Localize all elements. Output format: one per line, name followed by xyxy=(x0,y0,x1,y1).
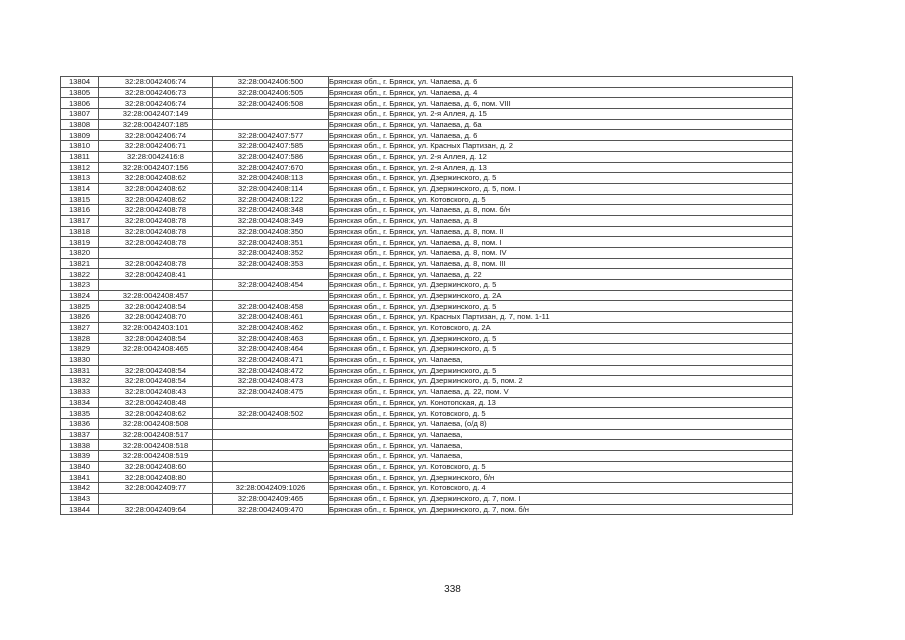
table-row xyxy=(61,354,793,365)
table-row xyxy=(61,504,793,515)
parent-cadastral-number-cell: 32:28:0042409:64 xyxy=(99,504,213,515)
cadastral-number-cell: 32:28:0042408:352 xyxy=(213,248,329,259)
address-cell: Брянская обл., г. Брянск, ул. Чапаева, д. 4 xyxy=(329,87,793,98)
record-number-cell: 13830 xyxy=(61,354,99,365)
table-row xyxy=(61,290,793,301)
parent-cadastral-number-cell: 32:28:0042407:149 xyxy=(99,109,213,120)
cadastral-number-cell: 32:28:0042409:465 xyxy=(213,493,329,504)
cadastral-number-cell: 32:28:0042408:464 xyxy=(213,344,329,355)
cadastral-number-cell: 32:28:0042408:454 xyxy=(213,280,329,291)
table-row xyxy=(61,429,793,440)
record-number-cell: 13812 xyxy=(61,162,99,173)
address-cell: Брянская обл., г. Брянск, ул. Котовского, д. 5 xyxy=(329,408,793,419)
parent-cadastral-number-cell: 32:28:0042403:101 xyxy=(99,322,213,333)
address-cell: Брянская обл., г. Брянск, ул. Чапаева, д. 8, пом. IV xyxy=(329,248,793,259)
record-number-cell: 13840 xyxy=(61,461,99,472)
table-row xyxy=(61,408,793,419)
parent-cadastral-number-cell: 32:28:0042408:54 xyxy=(99,376,213,387)
record-number-cell: 13819 xyxy=(61,237,99,248)
parent-cadastral-number-cell: 32:28:0042408:519 xyxy=(99,451,213,462)
record-number-cell: 13824 xyxy=(61,290,99,301)
address-cell: Брянская обл., г. Брянск, ул. Дзержинского, д. 5 xyxy=(329,365,793,376)
table-row xyxy=(61,173,793,184)
record-number-cell: 13808 xyxy=(61,119,99,130)
address-cell: Брянская обл., г. Брянск, ул. Дзержинского, д. 5 xyxy=(329,344,793,355)
table-row xyxy=(61,451,793,462)
parent-cadastral-number-cell: 32:28:0042416:8 xyxy=(99,151,213,162)
record-number-cell: 13841 xyxy=(61,472,99,483)
cadastral-number-cell: 32:28:0042408:471 xyxy=(213,354,329,365)
table-row xyxy=(61,237,793,248)
table-row xyxy=(61,386,793,397)
table-row xyxy=(61,162,793,173)
parent-cadastral-number-cell: 32:28:0042408:517 xyxy=(99,429,213,440)
record-number-cell: 13813 xyxy=(61,173,99,184)
record-number-cell: 13822 xyxy=(61,269,99,280)
address-cell: Брянская обл., г. Брянск, ул. Дзержинского, д. 5, пом. 2 xyxy=(329,376,793,387)
address-cell: Брянская обл., г. Брянск, ул. Чапаева, д. 8 xyxy=(329,215,793,226)
record-number-cell: 13811 xyxy=(61,151,99,162)
cadastral-number-cell xyxy=(213,269,329,280)
table-row xyxy=(61,440,793,451)
parent-cadastral-number-cell: 32:28:0042408:48 xyxy=(99,397,213,408)
parent-cadastral-number-cell: 32:28:0042408:62 xyxy=(99,183,213,194)
address-cell: Брянская обл., г. Брянск, ул. Чапаева, д. 22, пом. V xyxy=(329,386,793,397)
parent-cadastral-number-cell: 32:28:0042407:185 xyxy=(99,119,213,130)
address-cell: Брянская обл., г. Брянск, ул. Дзержинского, д. 5 xyxy=(329,333,793,344)
cadastral-number-cell: 32:28:0042408:462 xyxy=(213,322,329,333)
address-cell: Брянская обл., г. Брянск, ул. Дзержинского, д. 5 xyxy=(329,173,793,184)
parent-cadastral-number-cell: 32:28:0042408:80 xyxy=(99,472,213,483)
address-cell: Брянская обл., г. Брянск, ул. Конотопская, д. 13 xyxy=(329,397,793,408)
parent-cadastral-number-cell: 32:28:0042409:77 xyxy=(99,483,213,494)
table-row xyxy=(61,98,793,109)
cadastral-number-cell: 32:28:0042407:577 xyxy=(213,130,329,141)
record-number-cell: 13820 xyxy=(61,248,99,259)
address-cell: Брянская обл., г. Брянск, ул. Чапаева, (о/д 8) xyxy=(329,419,793,430)
cadastral-number-cell xyxy=(213,419,329,430)
parent-cadastral-number-cell xyxy=(99,280,213,291)
table-row xyxy=(61,119,793,130)
parent-cadastral-number-cell: 32:28:0042406:74 xyxy=(99,77,213,88)
table-row xyxy=(61,365,793,376)
address-cell: Брянская обл., г. Брянск, ул. Чапаева, д. 6 xyxy=(329,130,793,141)
address-cell: Брянская обл., г. Брянск, ул. Красных Партизан, д. 2 xyxy=(329,141,793,152)
cadastral-number-cell xyxy=(213,461,329,472)
table-row xyxy=(61,269,793,280)
record-number-cell: 13839 xyxy=(61,451,99,462)
table-row xyxy=(61,333,793,344)
address-cell: Брянская обл., г. Брянск, ул. 2-я Аллея, д. 15 xyxy=(329,109,793,120)
cadastral-number-cell xyxy=(213,429,329,440)
cadastral-number-cell: 32:28:0042408:473 xyxy=(213,376,329,387)
parent-cadastral-number-cell: 32:28:0042408:78 xyxy=(99,215,213,226)
table-row xyxy=(61,397,793,408)
cadastral-number-cell: 32:28:0042407:586 xyxy=(213,151,329,162)
address-cell: Брянская обл., г. Брянск, ул. Чапаева, д. 8, пом. III xyxy=(329,258,793,269)
parent-cadastral-number-cell: 32:28:0042408:78 xyxy=(99,258,213,269)
record-number-cell: 13837 xyxy=(61,429,99,440)
table-row xyxy=(61,194,793,205)
address-cell: Брянская обл., г. Брянск, ул. Чапаева, д. 22 xyxy=(329,269,793,280)
record-number-cell: 13815 xyxy=(61,194,99,205)
parent-cadastral-number-cell: 32:28:0042408:41 xyxy=(99,269,213,280)
cadastral-number-cell xyxy=(213,397,329,408)
table-row xyxy=(61,301,793,312)
address-cell: Брянская обл., г. Брянск, ул. 2-я Аллея, д. 13 xyxy=(329,162,793,173)
record-number-cell: 13805 xyxy=(61,87,99,98)
parent-cadastral-number-cell xyxy=(99,248,213,259)
table-row xyxy=(61,141,793,152)
record-number-cell: 13836 xyxy=(61,419,99,430)
parent-cadastral-number-cell: 32:28:0042408:70 xyxy=(99,312,213,323)
address-cell: Брянская обл., г. Брянск, ул. Дзержинского, д. 2А xyxy=(329,290,793,301)
table-row xyxy=(61,280,793,291)
record-number-cell: 13821 xyxy=(61,258,99,269)
table-row xyxy=(61,483,793,494)
table-row xyxy=(61,461,793,472)
address-cell: Брянская обл., г. Брянск, ул. Чапаева, д. 6 xyxy=(329,77,793,88)
table-row xyxy=(61,151,793,162)
record-number-cell: 13838 xyxy=(61,440,99,451)
address-cell: Брянская обл., г. Брянск, ул. Котовского, д. 2А xyxy=(329,322,793,333)
table-row xyxy=(61,248,793,259)
address-cell: Брянская обл., г. Брянск, ул. Чапаева, xyxy=(329,451,793,462)
cadastral-number-cell: 32:28:0042407:585 xyxy=(213,141,329,152)
parent-cadastral-number-cell: 32:28:0042408:62 xyxy=(99,173,213,184)
parent-cadastral-number-cell: 32:28:0042406:73 xyxy=(99,87,213,98)
address-cell: Брянская обл., г. Брянск, ул. Чапаева, д. 6, пом. VIII xyxy=(329,98,793,109)
parent-cadastral-number-cell xyxy=(99,354,213,365)
table-row xyxy=(61,472,793,483)
parent-cadastral-number-cell: 32:28:0042408:78 xyxy=(99,226,213,237)
parent-cadastral-number-cell: 32:28:0042408:62 xyxy=(99,408,213,419)
parent-cadastral-number-cell: 32:28:0042408:60 xyxy=(99,461,213,472)
record-number-cell: 13817 xyxy=(61,215,99,226)
parent-cadastral-number-cell: 32:28:0042408:54 xyxy=(99,365,213,376)
registry-table xyxy=(60,76,793,515)
parent-cadastral-number-cell: 32:28:0042408:54 xyxy=(99,333,213,344)
address-cell: Брянская обл., г. Брянск, ул. Чапаева, xyxy=(329,354,793,365)
address-cell: Брянская обл., г. Брянск, ул. Чапаева, xyxy=(329,429,793,440)
address-cell: Брянская обл., г. Брянск, ул. Дзержинского, д. 5 xyxy=(329,301,793,312)
record-number-cell: 13843 xyxy=(61,493,99,504)
parent-cadastral-number-cell: 32:28:0042408:54 xyxy=(99,301,213,312)
cadastral-number-cell xyxy=(213,472,329,483)
parent-cadastral-number-cell: 32:28:0042408:518 xyxy=(99,440,213,451)
table-row xyxy=(61,130,793,141)
address-cell: Брянская обл., г. Брянск, ул. Чапаева, xyxy=(329,440,793,451)
cadastral-number-cell: 32:28:0042408:351 xyxy=(213,237,329,248)
table-row xyxy=(61,258,793,269)
cadastral-number-cell: 32:28:0042407:670 xyxy=(213,162,329,173)
cadastral-number-cell: 32:28:0042408:113 xyxy=(213,173,329,184)
parent-cadastral-number-cell: 32:28:0042407:156 xyxy=(99,162,213,173)
cadastral-number-cell: 32:28:0042408:114 xyxy=(213,183,329,194)
record-number-cell: 13833 xyxy=(61,386,99,397)
table-row xyxy=(61,376,793,387)
cadastral-number-cell: 32:28:0042408:122 xyxy=(213,194,329,205)
record-number-cell: 13804 xyxy=(61,77,99,88)
cadastral-number-cell xyxy=(213,290,329,301)
record-number-cell: 13829 xyxy=(61,344,99,355)
parent-cadastral-number-cell xyxy=(99,493,213,504)
record-number-cell: 13807 xyxy=(61,109,99,120)
cadastral-number-cell: 32:28:0042408:348 xyxy=(213,205,329,216)
cadastral-number-cell xyxy=(213,440,329,451)
cadastral-number-cell: 32:28:0042408:463 xyxy=(213,333,329,344)
cadastral-number-cell: 32:28:0042406:505 xyxy=(213,87,329,98)
table-row xyxy=(61,183,793,194)
cadastral-number-cell: 32:28:0042408:472 xyxy=(213,365,329,376)
parent-cadastral-number-cell: 32:28:0042408:465 xyxy=(99,344,213,355)
table-row xyxy=(61,419,793,430)
address-cell: Брянская обл., г. Брянск, ул. Дзержинского, д. 5 xyxy=(329,280,793,291)
cadastral-number-cell: 32:28:0042406:508 xyxy=(213,98,329,109)
parent-cadastral-number-cell: 32:28:0042408:78 xyxy=(99,205,213,216)
record-number-cell: 13826 xyxy=(61,312,99,323)
table-row xyxy=(61,226,793,237)
table-row xyxy=(61,312,793,323)
parent-cadastral-number-cell: 32:28:0042408:62 xyxy=(99,194,213,205)
record-number-cell: 13823 xyxy=(61,280,99,291)
address-cell: Брянская обл., г. Брянск, ул. Котовского, д. 5 xyxy=(329,194,793,205)
address-cell: Брянская обл., г. Брянск, ул. Чапаева, д. 8, пом. б/н xyxy=(329,205,793,216)
table-row xyxy=(61,344,793,355)
table-row xyxy=(61,87,793,98)
address-cell: Брянская обл., г. Брянск, ул. Чапаева, д. 8, пом. II xyxy=(329,226,793,237)
cadastral-number-cell: 32:28:0042408:350 xyxy=(213,226,329,237)
parent-cadastral-number-cell: 32:28:0042408:43 xyxy=(99,386,213,397)
record-number-cell: 13814 xyxy=(61,183,99,194)
record-number-cell: 13842 xyxy=(61,483,99,494)
cadastral-number-cell: 32:28:0042409:1026 xyxy=(213,483,329,494)
address-cell: Брянская обл., г. Брянск, ул. Чапаева, д. 8, пом. I xyxy=(329,237,793,248)
record-number-cell: 13832 xyxy=(61,376,99,387)
address-cell: Брянская обл., г. Брянск, ул. 2-я Аллея, д. 12 xyxy=(329,151,793,162)
record-number-cell: 13809 xyxy=(61,130,99,141)
record-number-cell: 13806 xyxy=(61,98,99,109)
table-row xyxy=(61,493,793,504)
parent-cadastral-number-cell: 32:28:0042408:508 xyxy=(99,419,213,430)
cadastral-number-cell xyxy=(213,109,329,120)
record-number-cell: 13825 xyxy=(61,301,99,312)
table-row xyxy=(61,322,793,333)
parent-cadastral-number-cell: 32:28:0042406:74 xyxy=(99,98,213,109)
address-cell: Брянская обл., г. Брянск, ул. Дзержинского, д. 7, пом. I xyxy=(329,493,793,504)
record-number-cell: 13844 xyxy=(61,504,99,515)
table-row xyxy=(61,215,793,226)
cadastral-number-cell: 32:28:0042408:458 xyxy=(213,301,329,312)
record-number-cell: 13818 xyxy=(61,226,99,237)
address-cell: Брянская обл., г. Брянск, ул. Красных Партизан, д. 7, пом. 1-11 xyxy=(329,312,793,323)
parent-cadastral-number-cell: 32:28:0042408:78 xyxy=(99,237,213,248)
cadastral-number-cell: 32:28:0042408:353 xyxy=(213,258,329,269)
cadastral-number-cell: 32:28:0042409:470 xyxy=(213,504,329,515)
cadastral-number-cell xyxy=(213,119,329,130)
cadastral-number-cell: 32:28:0042408:461 xyxy=(213,312,329,323)
record-number-cell: 13835 xyxy=(61,408,99,419)
record-number-cell: 13810 xyxy=(61,141,99,152)
registry-table-body xyxy=(61,77,793,515)
cadastral-number-cell: 32:28:0042408:475 xyxy=(213,386,329,397)
address-cell: Брянская обл., г. Брянск, ул. Дзержинского, д. 5, пом. I xyxy=(329,183,793,194)
parent-cadastral-number-cell: 32:28:0042406:71 xyxy=(99,141,213,152)
address-cell: Брянская обл., г. Брянск, ул. Дзержинского, б/н xyxy=(329,472,793,483)
address-cell: Брянская обл., г. Брянск, ул. Котовского, д. 4 xyxy=(329,483,793,494)
record-number-cell: 13828 xyxy=(61,333,99,344)
page-number: 338 xyxy=(444,584,461,595)
cadastral-number-cell: 32:28:0042406:500 xyxy=(213,77,329,88)
record-number-cell: 13831 xyxy=(61,365,99,376)
parent-cadastral-number-cell: 32:28:0042408:457 xyxy=(99,290,213,301)
record-number-cell: 13834 xyxy=(61,397,99,408)
address-cell: Брянская обл., г. Брянск, ул. Котовского, д. 5 xyxy=(329,461,793,472)
table-row xyxy=(61,77,793,88)
table-row xyxy=(61,205,793,216)
record-number-cell: 13816 xyxy=(61,205,99,216)
address-cell: Брянская обл., г. Брянск, ул. Дзержинского, д. 7, пом. б/н xyxy=(329,504,793,515)
record-number-cell: 13827 xyxy=(61,322,99,333)
table-row xyxy=(61,109,793,120)
cadastral-number-cell xyxy=(213,451,329,462)
cadastral-number-cell: 32:28:0042408:502 xyxy=(213,408,329,419)
cadastral-number-cell: 32:28:0042408:349 xyxy=(213,215,329,226)
address-cell: Брянская обл., г. Брянск, ул. Чапаева, д. 6а xyxy=(329,119,793,130)
parent-cadastral-number-cell: 32:28:0042406:74 xyxy=(99,130,213,141)
